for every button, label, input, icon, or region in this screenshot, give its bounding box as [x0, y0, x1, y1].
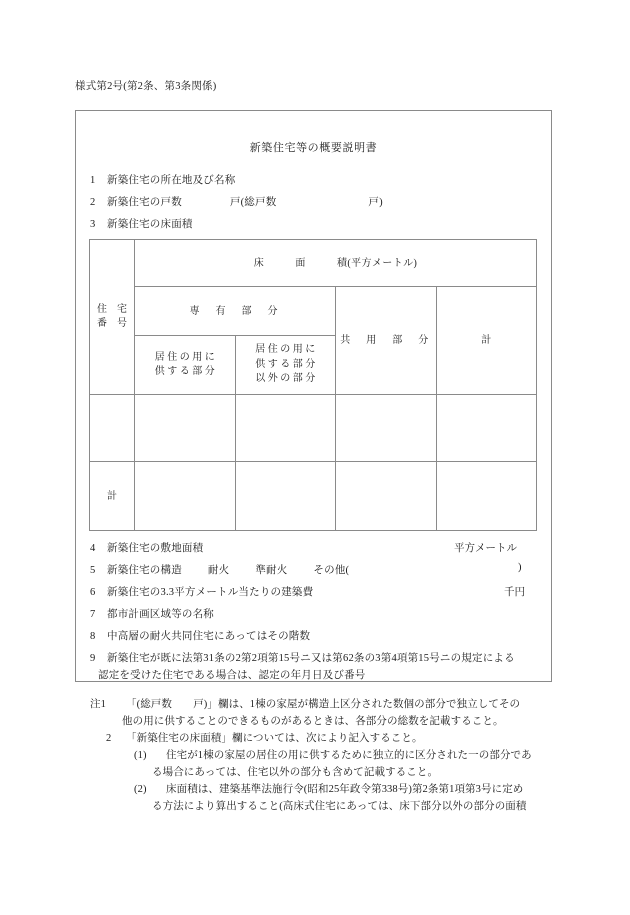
form-item-6 [90, 584, 313, 599]
item-5-label: 新築住宅の構造 [107, 565, 182, 576]
footnote-1-line2: 他の用に供することのできるものがあるときは、各部分の総数を記載すること。 [122, 716, 504, 727]
footnote-1-line1: 「(総戸数 戸)」欄は、1棟の家屋が構造上区分された数個の部分で独立してその [126, 699, 521, 710]
footnote-1-label: 注1 [90, 699, 106, 710]
form-item-7 [90, 606, 214, 621]
cell-total-non-residential-use[interactable] [235, 462, 336, 531]
header-house-number-line2: 番 号 [97, 318, 127, 329]
footnote-2-sub-1 [90, 747, 560, 764]
item-9-label-line2: 認定を受けた住宅である場合は、認定の年月日及び番号 [98, 670, 366, 681]
header-residential-use-line2: 供 す る 部 分 [154, 366, 215, 377]
form-item-9 [90, 650, 515, 665]
floor-area-table [89, 239, 537, 531]
header-non-residential-use-line1: 居 住 の 用 に [255, 344, 316, 356]
header-exclusive-portion: 専 有 部 分 [135, 287, 336, 336]
item-4-number: 4 [90, 543, 96, 554]
item-2-close-paren: 戸) [368, 197, 383, 208]
item-6-label: 新築住宅の3.3平方メートル当たりの建築費 [107, 587, 314, 598]
cell-total-common-portion[interactable] [336, 462, 437, 531]
item-6-number: 6 [90, 587, 96, 598]
item-2-number: 2 [90, 197, 96, 208]
item-5-option-semi-fireproof[interactable]: 準耐火 [255, 565, 288, 576]
cell-non-residential-use[interactable] [235, 395, 336, 462]
footnote-2-sub-2-line2: る方法により算出すること(高床式住宅にあっては、床下部分以外の部分の面積 [152, 801, 527, 812]
item-4-unit: 平方メートル [454, 543, 517, 554]
footnote-2-sub-1-continued [90, 764, 560, 781]
footnote-2-sub-1-label: (1) [134, 750, 147, 761]
main-form-box [75, 110, 552, 682]
table-header-row-1 [90, 240, 537, 287]
header-residential-use [135, 336, 236, 395]
item-5-option-other[interactable]: その他( [313, 565, 350, 576]
item-9-label-line1: 新築住宅が既に法第31条の2第2項第15号ニ又は第62条の3第4項第15号ニの規定による [107, 653, 515, 664]
form-item-5 [90, 562, 349, 577]
item-6-unit: 千円 [504, 587, 525, 598]
footnote-2-sub-1-line1: 住宅が1棟の家屋の居住の用に供するために独立的に区分された一の部分であ [166, 750, 532, 761]
cell-total[interactable] [436, 395, 537, 462]
item-4-label: 新築住宅の敷地面積 [107, 543, 204, 554]
cell-total-sum[interactable] [436, 462, 537, 531]
item-8-label: 中高層の耐火共同住宅にあってはその階数 [107, 631, 311, 642]
cell-total-label: 計 [90, 462, 135, 531]
header-non-residential-use [235, 336, 336, 395]
form-number-label: 様式第2号(第2条、第3条関係) [75, 81, 217, 92]
item-9-number: 9 [90, 653, 96, 664]
item-3-number: 3 [90, 219, 96, 230]
header-total-column: 計 [436, 287, 537, 395]
form-item-1 [90, 172, 235, 187]
page-title: 新築住宅等の概要説明書 [249, 142, 378, 154]
item-7-number: 7 [90, 609, 96, 620]
form-item-4 [90, 540, 203, 555]
header-non-residential-use-line3: 以 外 の 部 分 [255, 373, 316, 385]
item-5-option-fireproof[interactable]: 耐火 [207, 565, 230, 576]
item-5-close-paren: ) [518, 562, 522, 573]
header-non-residential-use-line2: 供 す る 部 分 [255, 358, 316, 370]
item-1-number: 1 [90, 175, 96, 186]
form-item-2 [90, 194, 383, 209]
footnote-2-sub-2 [90, 781, 560, 798]
footnote-2-line1: 「新築住宅の床面積」欄については、次により記入すること。 [126, 733, 423, 744]
item-7-label: 都市計画区域等の名称 [107, 609, 214, 620]
cell-common-portion[interactable] [336, 395, 437, 462]
item-2-total-units-label: 戸(総戸数 [229, 197, 277, 208]
item-5-number: 5 [90, 565, 96, 576]
item-1-label: 新築住宅の所在地及び名称 [107, 175, 236, 186]
header-house-number [90, 240, 135, 395]
footnote-1 [90, 696, 560, 713]
item-2-label: 新築住宅の戸数 [107, 197, 182, 208]
header-common-portion: 共 用 部 分 [336, 287, 437, 395]
cell-residential-use[interactable] [135, 395, 236, 462]
footnote-1-continued [90, 713, 560, 730]
footnote-2-sub-2-line1: 床面積は、建築基準法施行令(昭和25年政令第338号)第2条第1項第3号に定め [166, 784, 524, 795]
header-residential-use-line1: 居 住 の 用 に [154, 351, 215, 363]
footnote-2-sub-2-continued [90, 798, 560, 815]
footnotes [90, 696, 560, 815]
table-row [90, 395, 537, 462]
footnote-2-sub-1-line2: る場合にあっては、住宅以外の部分も含めて記載すること。 [152, 767, 439, 778]
item-8-number: 8 [90, 631, 96, 642]
table-row [90, 462, 537, 531]
footnote-2-sub-2-label: (2) [134, 784, 147, 795]
header-house-number-line1: 住 宅 [97, 303, 127, 315]
footnote-2 [90, 730, 560, 747]
cell-total-residential-use[interactable] [135, 462, 236, 531]
footnote-2-label: 2 [106, 733, 112, 744]
form-item-8 [90, 628, 310, 643]
form-item-3 [90, 216, 193, 231]
header-floor-area: 床 面 積(平方メートル) [135, 240, 537, 287]
table-header-row-2 [90, 287, 537, 336]
item-3-label: 新築住宅の床面積 [107, 219, 193, 230]
cell-house-number[interactable] [90, 395, 135, 462]
